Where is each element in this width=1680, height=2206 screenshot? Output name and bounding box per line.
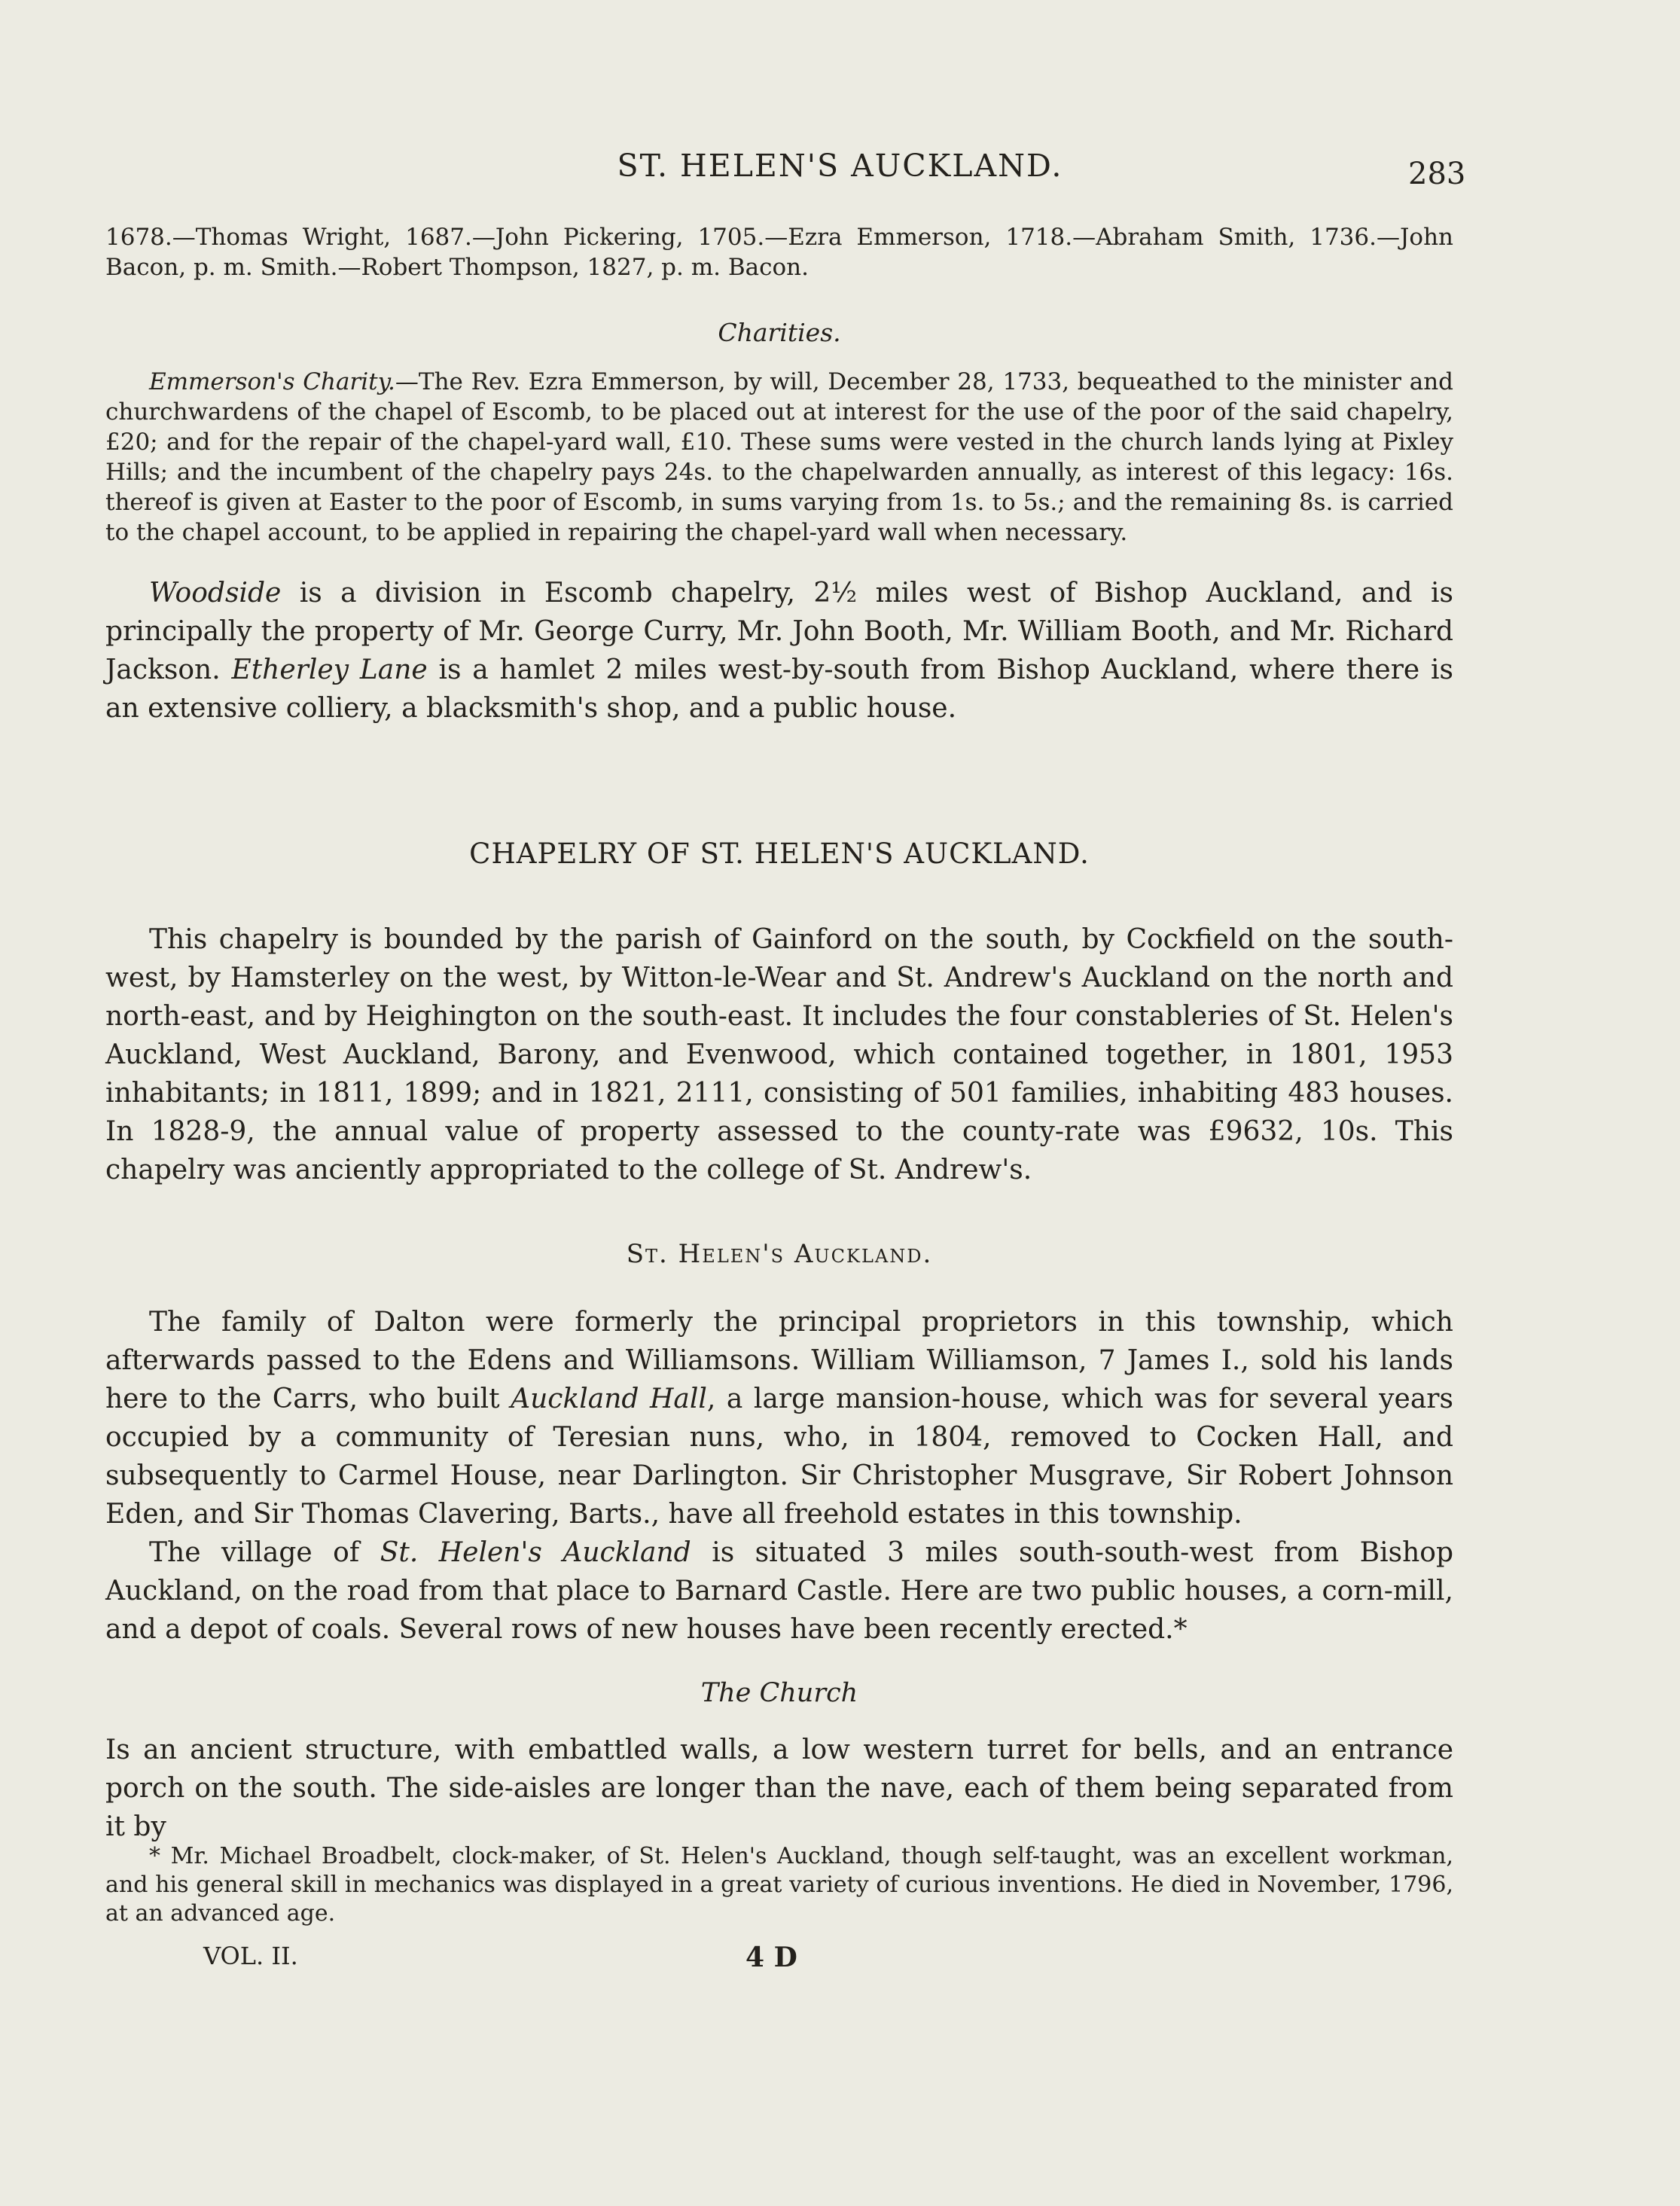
church-heading: The Church xyxy=(700,1678,858,1708)
township-heading: St. Helen's Auckland. xyxy=(626,1239,933,1269)
woodside-paragraph xyxy=(105,574,1453,728)
chapelry-paragraph: This chapelry is bounded by the parish of Gainford on the south, by Cockfield on the south-west, by Hamsterley on the west, by Witton-le-Wear and St. Andrew's Auckland on the north and north-east, and by Heighington on the south-east. It includes the four constableries of St. Helen's Auckland, West Auckland, Barony, and Evenwood, which contained together, in 1801, 1953 inhabitants; in 1811, 1899; and in 1821, 2111, consisting of 501 families, inhabiting 483 houses. In 1828-9, the annual value of property assessed to the county-rate was £9632, 10s. This chapelry was anciently appropriated to the college of St. Andrew's. xyxy=(105,924,1453,1185)
charity-text: —The Rev. Ezra Emmerson, by will, December 28, 1733, bequeathed to the minister and churchwardens of the chapel of Escomb, to be placed out at interest for the use of the poor of the said chapelry, £20; and for the repair of the chapel-yard wall, £10. These sums were vested in the church lands lying at Pixley Hills; and the incumbent of the chapelry pays 24s. to the chapelwarden annually, as interest of this legacy: 16s. thereof is given at Easter to the poor of Escomb, in sums varying from 1s. to 5s.; and the remaining 8s. is carried to the chapel account, to be applied in repairing the chapel-yard wall when necessary. xyxy=(105,368,1454,546)
chapelry-heading: CHAPELRY OF ST. HELEN'S AUCKLAND. xyxy=(469,838,1090,870)
charities-paragraph xyxy=(105,367,1453,548)
auckland-hall-name: Auckland Hall xyxy=(511,1384,707,1414)
township-paragraph-1 xyxy=(105,1303,1453,1533)
woodside-name: Woodside xyxy=(149,578,282,609)
woodside-text: is a division in Escomb chapelry, 2½ miles west of Bishop Auckland, and is principally the property of Mr. George Curry, Mr. John Booth, Mr. William Booth, and Mr. Richard Jackson. xyxy=(105,578,1453,685)
village-text-b: is situated 3 miles south-south-west from Bishop Auckland, on the road from that place to Barnard Castle. Here are two public houses, a corn-mill, and a depot of coals. Several rows of new houses have been recently erected.* xyxy=(105,1537,1453,1645)
running-title: ST. HELEN'S AUCKLAND. xyxy=(617,148,1063,184)
township-text-b: , a large mansion-house, which was for several years occupied by a community of Teresian nuns, who, in 1804, removed to Cocken Hall, and subsequently to Carmel House, near Darlington. Sir Christopher Musgrave, Sir Robert Johnson Eden, and Sir Thomas Clavering, Barts., have all freehold estates in this township. xyxy=(105,1384,1453,1530)
church-paragraph: Is an ancient structure, with embattled walls, a low western turret for bells, and an entrance porch on the south. The side-aisles are longer than the nave, each of them being separated from it by xyxy=(105,1735,1453,1842)
village-name: St. Helen's Auckland xyxy=(380,1537,691,1568)
charity-name: Emmerson's Charity. xyxy=(149,368,395,395)
charities-heading: Charities. xyxy=(718,318,841,347)
incumbents-list: 1678.—Thomas Wright, 1687.—John Pickering, 1705.—Ezra Emmerson, 1718.—Abraham Smith, 1736.—John Bacon, p. m. Smith.—Robert Thompson, 1827, p. m. Bacon. xyxy=(105,224,1453,281)
volume-signature: VOL. II. xyxy=(203,1942,298,1970)
township-text-a: The family of Dalton were formerly the principal proprietors in this township, which afterwards passed to the Edens and Williamsons. William Williamson, 7 James I., sold his lands here to the Carrs, who built xyxy=(105,1307,1453,1414)
village-text-a: The village of xyxy=(149,1537,380,1568)
township-paragraph-2 xyxy=(105,1533,1453,1649)
page-number: 283 xyxy=(1408,157,1466,191)
etherley-text: is a hamlet 2 miles west-by-south from Bishop Auckland, where there is an extensive colliery, a blacksmith's shop, and a public house. xyxy=(105,654,1453,724)
gathering-mark: 4 D xyxy=(745,1942,797,1973)
footnote: * Mr. Michael Broadbelt, clock-maker, of St. Helen's Auckland, though self-taught, was an excellent workman, and his general skill in mechanics was displayed in a great variety of curious inventions. He died in November, 1796, at an advanced age. xyxy=(105,1843,1453,1927)
etherley-name: Etherley Lane xyxy=(231,654,428,685)
